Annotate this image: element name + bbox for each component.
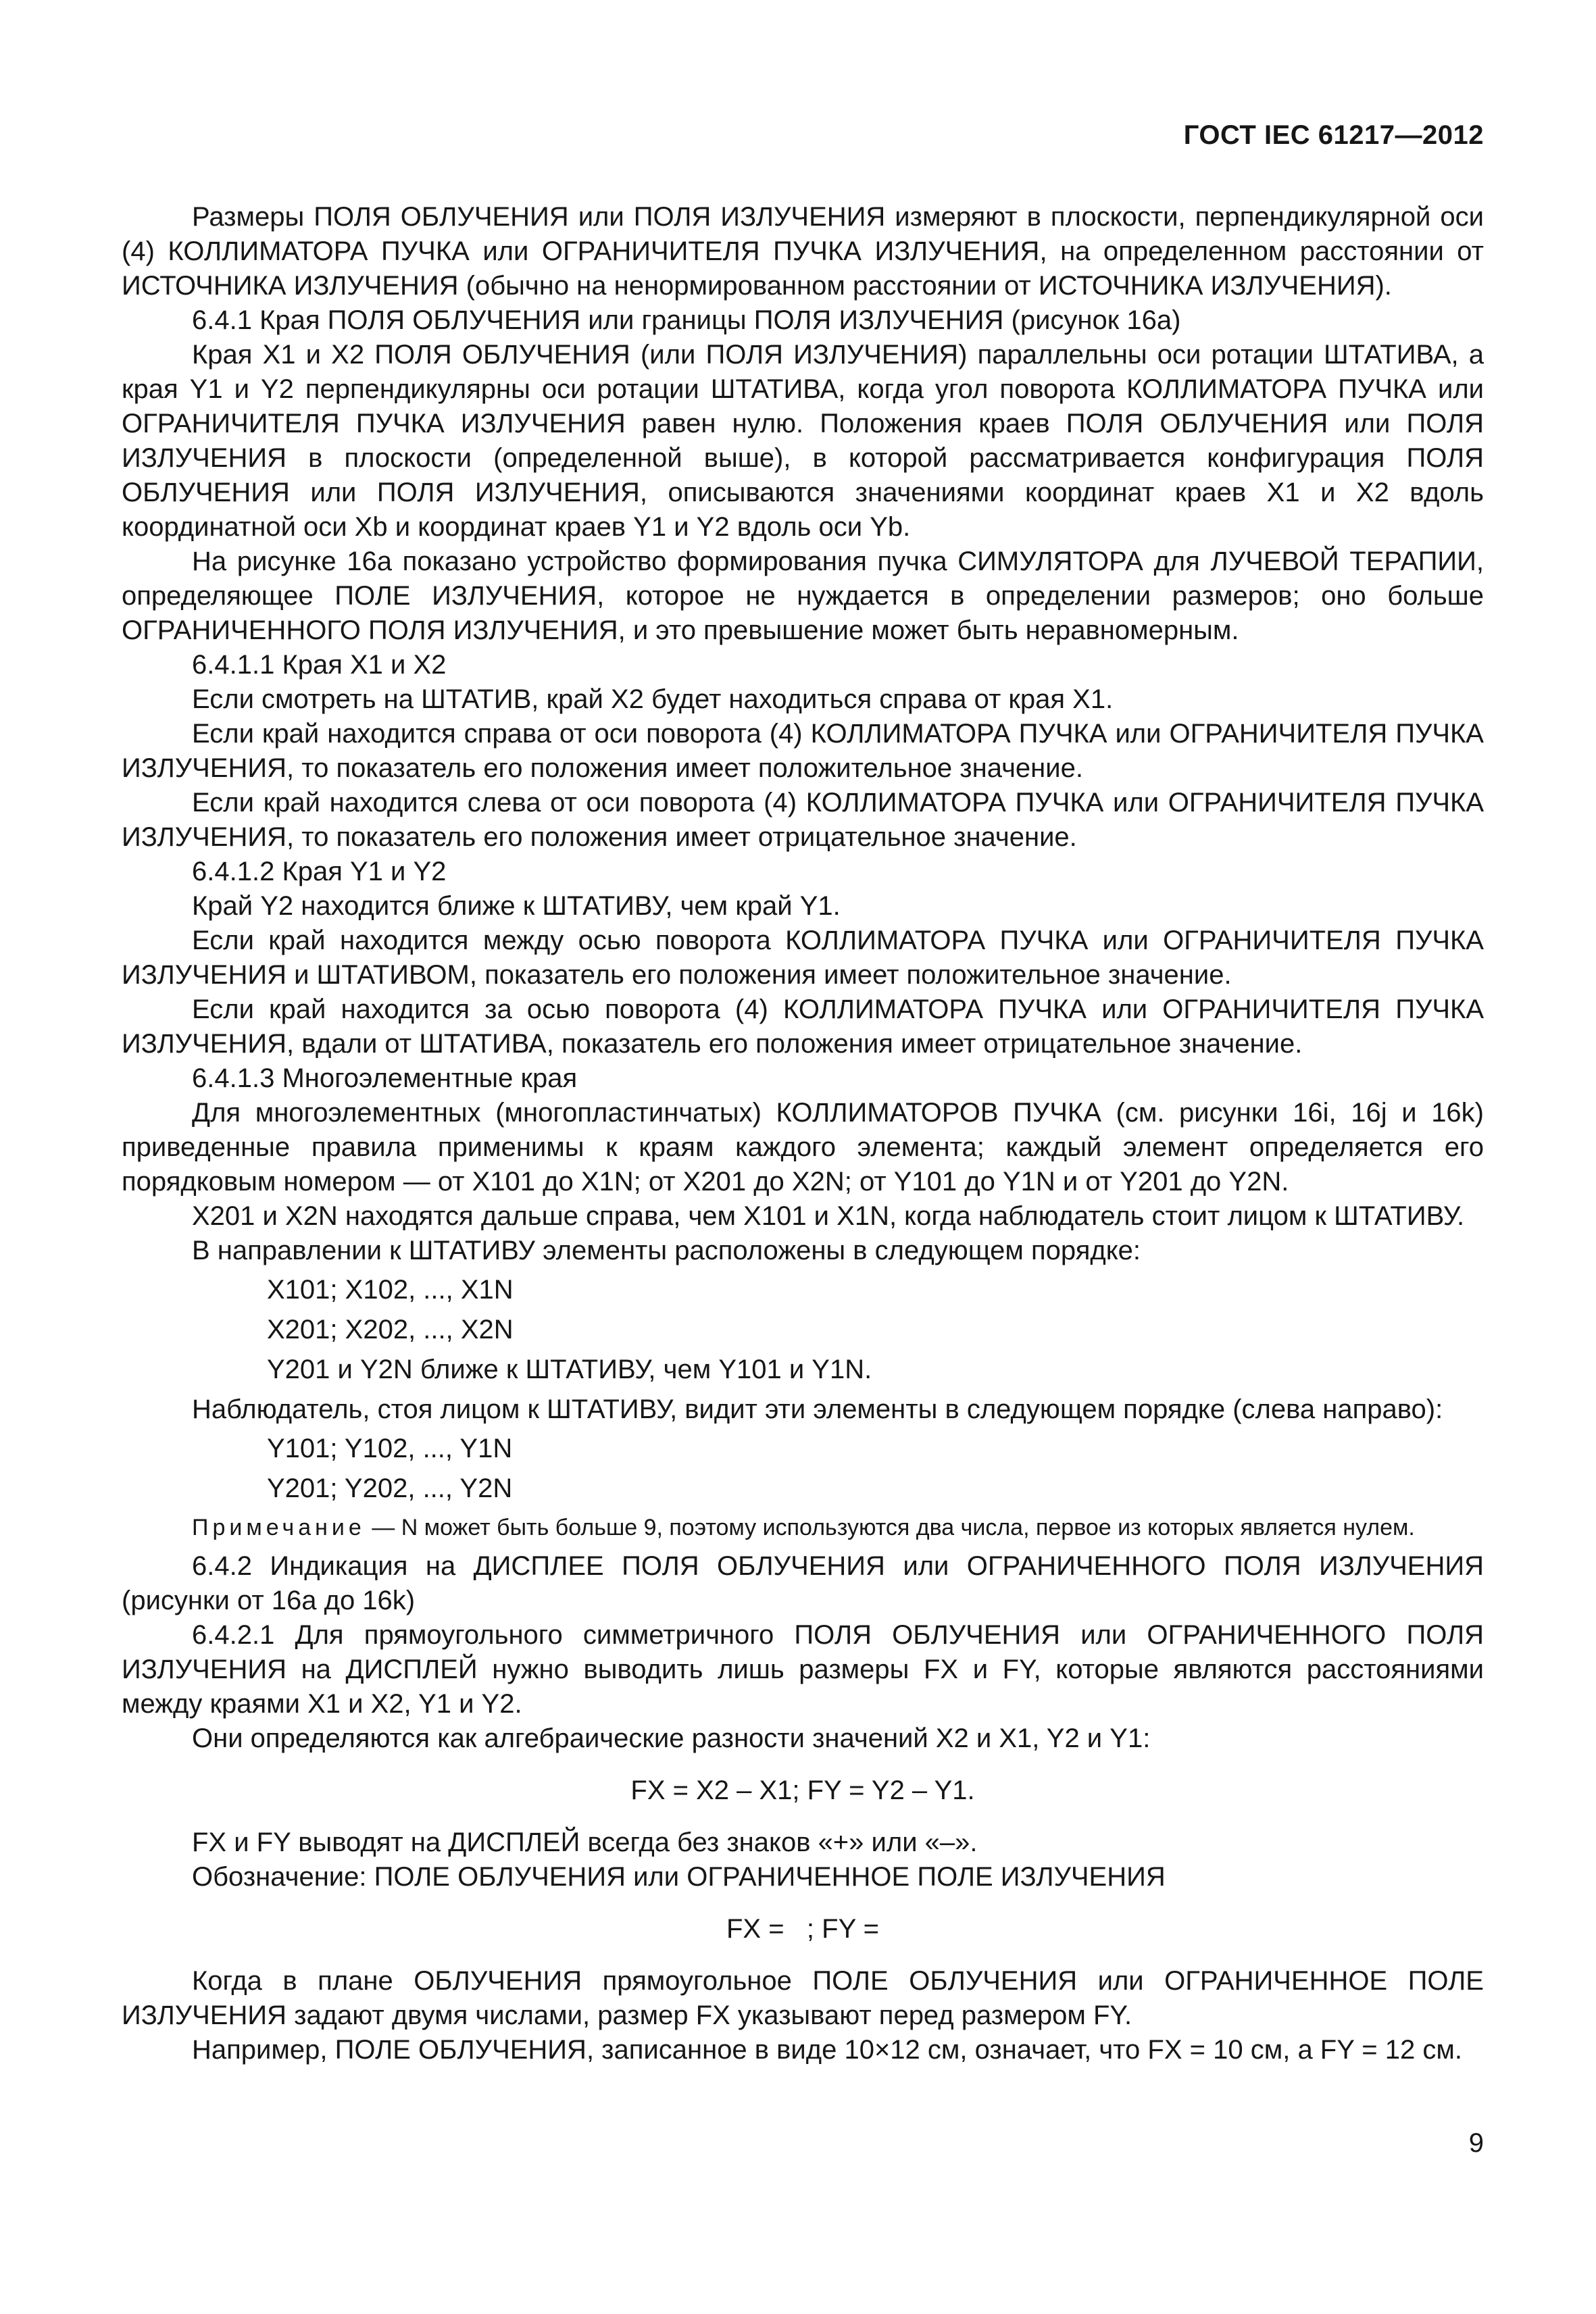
list-item: Y201 и Y2N ближе к ШТАТИВУ, чем Y101 и Y1N.: [267, 1355, 872, 1384]
note-text: — N может быть больше 9, поэтому используются два числа, первое из которых является нулем.: [365, 1515, 1415, 1540]
section-heading-6-4-1-1: 6.4.1.1 Края X1 и X2: [192, 650, 447, 680]
paragraph: Если край находится слева от оси поворота (4) КОЛЛИМАТОРА ПУЧКА или ОГРАНИЧИТЕЛЯ ПУЧКА ИЗЛУЧЕНИЯ, то показатель его положения имеет отрицательное значение.: [122, 788, 1484, 852]
paragraph-intro: Размеры ПОЛЯ ОБЛУЧЕНИЯ или ПОЛЯ ИЗЛУЧЕНИЯ измеряют в плоскости, перпендикулярной оси (4) КОЛЛИМАТОРА ПУЧКА или ОГРАНИЧИТЕЛЯ ПУЧКА ИЗЛУЧЕНИЯ, на определенном расстоянии от ИСТОЧНИКА ИЗЛУЧЕНИЯ (обычно на ненормированном расстоянии от ИСТОЧНИКА ИЗЛУЧЕНИЯ).: [122, 202, 1484, 301]
standard-header: ГОСТ IEC 61217—2012: [1183, 120, 1484, 150]
paragraph: Края X1 и X2 ПОЛЯ ОБЛУЧЕНИЯ (или ПОЛЯ ИЗЛУЧЕНИЯ) параллельны оси ротации ШТАТИВА, а края Y1 и Y2 перпендикулярны оси ротации ШТАТИВА, когда угол поворота КОЛЛИМАТОРА ПУЧКА или ОГРАНИЧИТЕЛЯ ПУЧКА ИЗЛУЧЕНИЯ равен нулю. Положения краев ПОЛЯ ОБЛУЧЕНИЯ или ПОЛЯ ИЗЛУЧЕНИЯ в плоскости (определенной выше), в которой рассматривается конфигурация ПОЛЯ ОБЛУЧЕНИЯ или ПОЛЯ ИЗЛУЧЕНИЯ, описываются значениями координат краев X1 и X2 вдоль координатной оси Xb и координат краев Y1 и Y2 вдоль оси Yb.: [122, 340, 1484, 542]
list-item: Y201; Y202, ..., Y2N: [267, 1474, 513, 1503]
paragraph: В направлении к ШТАТИВУ элементы расположены в следующем порядке:: [192, 1236, 1141, 1265]
section-heading-6-4-1: 6.4.1 Края ПОЛЯ ОБЛУЧЕНИЯ или границы ПОЛЯ ИЗЛУЧЕНИЯ (рисунок 16а): [192, 305, 1181, 335]
paragraph: Они определяются как алгебраические разности значений X2 и X1, Y2 и Y1:: [192, 1724, 1151, 1753]
section-heading-6-4-2: 6.4.2 Индикация на ДИСПЛЕЕ ПОЛЯ ОБЛУЧЕНИЯ или ОГРАНИЧЕННОГО ПОЛЯ ИЗЛУЧЕНИЯ (рисунки от 16а до 16k): [122, 1551, 1484, 1615]
list-item: Y101; Y102, ..., Y1N: [267, 1434, 513, 1463]
paragraph: Когда в плане ОБЛУЧЕНИЯ прямоугольное ПОЛЕ ОБЛУЧЕНИЯ или ОГРАНИЧЕННОЕ ПОЛЕ ИЗЛУЧЕНИЯ задают двумя числами, размер FX указывают перед размером FY.: [122, 1966, 1484, 2030]
note-label: Примечание: [192, 1515, 366, 1540]
paragraph: FX и FY выводят на ДИСПЛЕЙ всегда без знаков «+» или «–».: [192, 1828, 978, 1857]
section-heading-6-4-1-2: 6.4.1.2 Края Y1 и Y2: [192, 857, 447, 886]
list-item: X101; X102, ..., X1N: [267, 1275, 514, 1305]
page-number: 9: [1468, 2128, 1484, 2158]
paragraph: Если край находится между осью поворота КОЛЛИМАТОРА ПУЧКА или ОГРАНИЧИТЕЛЯ ПУЧКА ИЗЛУЧЕНИЯ и ШТАТИВОМ, показатель его положения имеет положительное значение.: [122, 926, 1484, 990]
paragraph: Для многоэлементных (многопластинчатых) КОЛЛИМАТОРОВ ПУЧКА (см. рисунки 16i, 16j и 16k) приведенные правила применимы к краям каждого элемента; каждый элемент определяется его порядковым номером — от X101 до X1N; от X201 до X2N; от Y101 до Y1N и от Y201 до Y2N.: [122, 1098, 1485, 1197]
note: [122, 1513, 1484, 1542]
formula: FX = X2 – X1; FY = Y2 – Y1.: [630, 1776, 975, 1805]
paragraph: Край Y2 находится ближе к ШТАТИВУ, чем край Y1.: [192, 891, 841, 921]
section-heading-6-4-1-3: 6.4.1.3 Многоэлементные края: [192, 1063, 578, 1093]
paragraph: Если край находится за осью поворота (4) КОЛЛИМАТОРА ПУЧКА или ОГРАНИЧИТЕЛЯ ПУЧКА ИЗЛУЧЕНИЯ, вдали от ШТАТИВА, показатель его положения имеет отрицательное значение.: [122, 995, 1484, 1059]
formula: FX = ; FY =: [726, 1914, 879, 1944]
paragraph: X201 и X2N находятся дальше справа, чем X101 и X1N, когда наблюдатель стоит лицом к ШТАТИВУ.: [192, 1201, 1465, 1231]
paragraph: Например, ПОЛЕ ОБЛУЧЕНИЯ, записанное в виде 10×12 см, означает, что FX = 10 см, а FY = 12 см.: [192, 2035, 1462, 2065]
paragraph: Если смотреть на ШТАТИВ, край X2 будет находиться справа от края X1.: [192, 684, 1114, 714]
paragraph: Наблюдатель, стоя лицом к ШТАТИВУ, видит эти элементы в следующем порядке (слева направо):: [192, 1394, 1443, 1424]
body-text: [122, 200, 1484, 2067]
paragraph: Обозначение: ПОЛЕ ОБЛУЧЕНИЯ или ОГРАНИЧЕННОЕ ПОЛЕ ИЗЛУЧЕНИЯ: [192, 1862, 1166, 1892]
list-item: X201; X202, ..., X2N: [267, 1315, 514, 1344]
paragraph: 6.4.2.1 Для прямоугольного симметричного ПОЛЯ ОБЛУЧЕНИЯ или ОГРАНИЧЕННОГО ПОЛЯ ИЗЛУЧЕНИЯ на ДИСПЛЕЙ нужно выводить лишь размеры FX и FY, которые являются расстояниями между краями X1 и X2, Y1 и Y2.: [122, 1620, 1484, 1719]
paragraph: Если край находится справа от оси поворота (4) КОЛЛИМАТОРА ПУЧКА или ОГРАНИЧИТЕЛЯ ПУЧКА ИЗЛУЧЕНИЯ, то показатель его положения имеет положительное значение.: [122, 719, 1484, 783]
paragraph: На рисунке 16а показано устройство формирования пучка СИМУЛЯТОРА для ЛУЧЕВОЙ ТЕРАПИИ, определяющее ПОЛЕ ИЗЛУЧЕНИЯ, которое не нуждается в определении размеров; оно больше ОГРАНИЧЕННОГО ПОЛЯ ИЗЛУЧЕНИЯ, и это превышение может быть неравномерным.: [122, 547, 1484, 645]
